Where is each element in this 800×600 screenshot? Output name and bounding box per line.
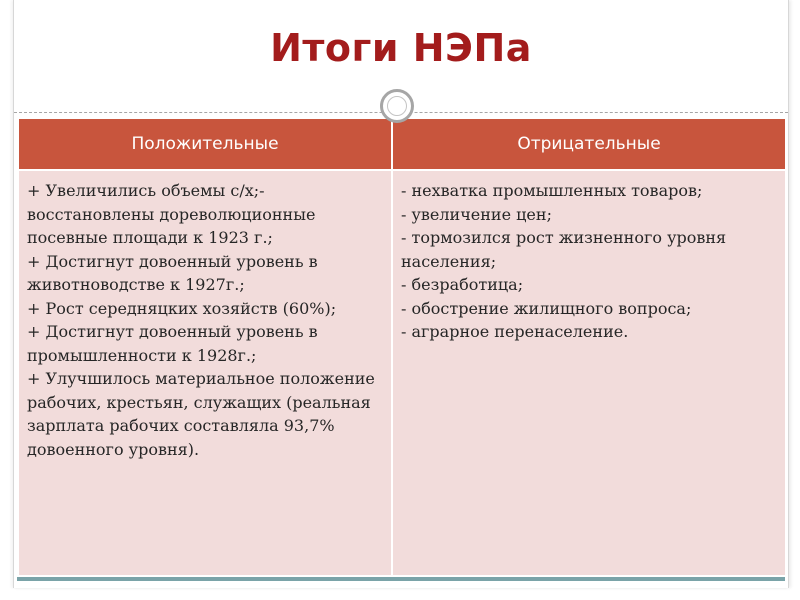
comparison-table bbox=[17, 117, 787, 577]
slide bbox=[13, 0, 789, 588]
table-header-row bbox=[18, 118, 786, 170]
table-row bbox=[18, 170, 786, 576]
divider-circle-ornament bbox=[380, 89, 414, 123]
list-item: + Увеличились объемы с/х;- восстановлены дореволюционные посевные площади к 1923 г.; bbox=[27, 181, 316, 247]
header-negative: Отрицательные bbox=[392, 118, 786, 170]
header-positive: Положительные bbox=[18, 118, 392, 170]
negative-cell bbox=[392, 170, 786, 576]
positive-list bbox=[27, 179, 383, 461]
negative-list bbox=[401, 179, 777, 344]
list-item: + Достигнут довоенный уровень в животноводстве к 1927г.; bbox=[27, 251, 318, 294]
bottom-accent-bar bbox=[17, 577, 785, 581]
list-item: - тормозился рост жизненного уровня населения; bbox=[401, 228, 727, 271]
list-item: + Рост середняцких хозяйств (60%); bbox=[27, 298, 337, 318]
list-item: - безработица; bbox=[401, 275, 524, 294]
slide-title: Итоги НЭПа bbox=[270, 26, 532, 70]
list-item: - аграрное перенаселение. bbox=[401, 322, 629, 341]
list-item: - нехватка промышленных товаров; bbox=[401, 181, 703, 200]
list-item: - увеличение цен; bbox=[401, 204, 552, 224]
positive-cell bbox=[18, 170, 392, 576]
list-item: - обострение жилищного вопроса; bbox=[401, 298, 692, 318]
list-item: + Достигнут довоенный уровень в промышленности к 1928г.; bbox=[27, 322, 318, 365]
list-item: + Улучшилось материальное положение рабочих, крестьян, служащих (реальная зарплата рабочих составляла 93,7% довоенного уровня). bbox=[27, 369, 375, 459]
